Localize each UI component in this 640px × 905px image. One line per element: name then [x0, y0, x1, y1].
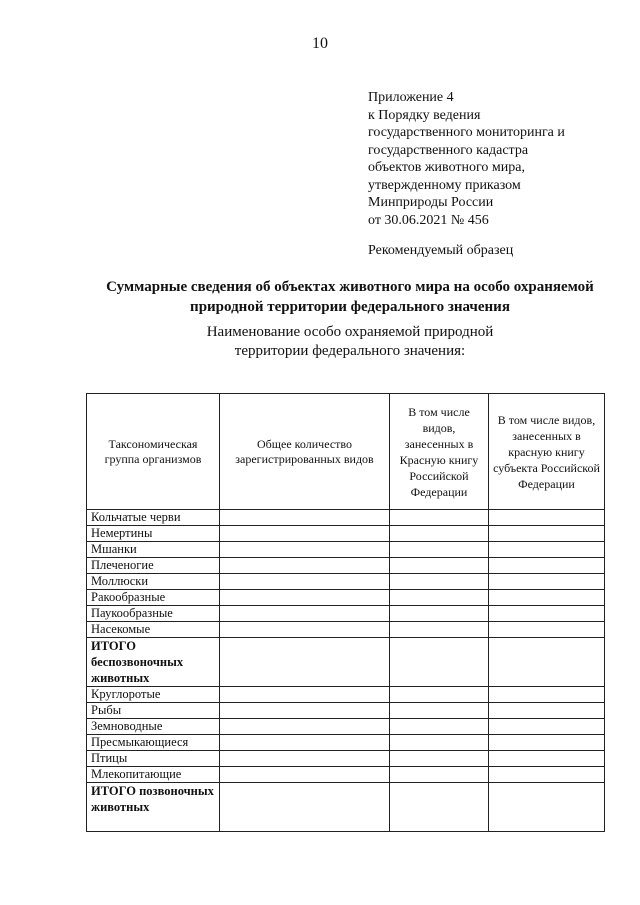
empty-value-cell[interactable] [220, 638, 390, 687]
empty-value-cell[interactable] [489, 767, 605, 783]
taxonomic-group-cell: Млекопитающие [87, 767, 220, 783]
empty-value-cell[interactable] [489, 719, 605, 735]
empty-value-cell[interactable] [489, 622, 605, 638]
empty-value-cell[interactable] [390, 767, 489, 783]
table-row [87, 558, 605, 574]
empty-value-cell[interactable] [489, 574, 605, 590]
empty-value-cell[interactable] [390, 735, 489, 751]
empty-value-cell[interactable] [489, 638, 605, 687]
table-row [87, 542, 605, 558]
empty-value-cell[interactable] [220, 622, 390, 638]
empty-value-cell[interactable] [220, 542, 390, 558]
total-row-label: ИТОГО беспозвоночных животных [87, 638, 220, 687]
taxonomic-group-cell: Пресмыкающиеся [87, 735, 220, 751]
empty-value-cell[interactable] [390, 719, 489, 735]
empty-value-cell[interactable] [390, 606, 489, 622]
taxonomic-group-cell: Моллюски [87, 574, 220, 590]
empty-value-cell[interactable] [390, 622, 489, 638]
taxonomic-group-cell: Земноводные [87, 719, 220, 735]
empty-value-cell[interactable] [220, 783, 390, 832]
appendix-line: объектов животного мира, [368, 160, 525, 175]
table-row [87, 783, 605, 832]
document-title [60, 277, 640, 317]
empty-value-cell[interactable] [390, 638, 489, 687]
empty-value-cell[interactable] [220, 735, 390, 751]
taxonomic-group-cell: Немертины [87, 526, 220, 542]
table-row [87, 622, 605, 638]
empty-value-cell[interactable] [489, 526, 605, 542]
empty-value-cell[interactable] [390, 703, 489, 719]
empty-value-cell[interactable] [220, 590, 390, 606]
empty-value-cell[interactable] [390, 542, 489, 558]
taxonomic-group-cell: Кольчатые черви [87, 510, 220, 526]
empty-value-cell[interactable] [220, 703, 390, 719]
table-row [87, 687, 605, 703]
page-number: 10 [312, 35, 328, 52]
empty-value-cell[interactable] [220, 574, 390, 590]
empty-value-cell[interactable] [489, 542, 605, 558]
table-row [87, 638, 605, 687]
table-row [87, 606, 605, 622]
empty-value-cell[interactable] [390, 590, 489, 606]
empty-value-cell[interactable] [489, 751, 605, 767]
taxonomic-group-cell: Плеченогие [87, 558, 220, 574]
table-row [87, 719, 605, 735]
empty-value-cell[interactable] [489, 606, 605, 622]
empty-value-cell[interactable] [390, 751, 489, 767]
table-row [87, 751, 605, 767]
table-header-row [87, 394, 605, 510]
empty-value-cell[interactable] [489, 783, 605, 832]
taxonomic-group-cell: Ракообразные [87, 590, 220, 606]
taxonomic-group-cell: Паукообразные [87, 606, 220, 622]
document-subtitle-line: территории федерального значения: [234, 343, 466, 359]
header-red-book-subject: В том числе видов, занесенных в красную книгу субъекта Российской Федерации [489, 394, 605, 510]
empty-value-cell[interactable] [220, 558, 390, 574]
empty-value-cell[interactable] [390, 558, 489, 574]
empty-value-cell[interactable] [220, 767, 390, 783]
document-subtitle [60, 323, 640, 361]
empty-value-cell[interactable] [390, 783, 489, 832]
empty-value-cell[interactable] [489, 687, 605, 703]
empty-value-cell[interactable] [489, 703, 605, 719]
header-red-book-rf: В том числе видов, занесенных в Красную книгу Российской Федерации [390, 394, 489, 510]
taxonomic-group-cell: Круглоротые [87, 687, 220, 703]
empty-value-cell[interactable] [489, 735, 605, 751]
empty-value-cell[interactable] [489, 558, 605, 574]
table-row [87, 767, 605, 783]
header-taxonomic-group: Таксономическая группа организмов [87, 394, 220, 510]
empty-value-cell[interactable] [220, 751, 390, 767]
empty-value-cell[interactable] [220, 606, 390, 622]
appendix-line: утвержденному приказом [368, 177, 521, 193]
document-subtitle-line: Наименование особо охраняемой природной [206, 324, 494, 340]
summary-table [86, 393, 605, 832]
empty-value-cell[interactable] [390, 526, 489, 542]
table-row [87, 590, 605, 606]
header-total-species: Общее количество зарегистрированных видов [220, 394, 390, 510]
sample-label: Рекомендуемый образец [368, 243, 514, 258]
appendix-block [368, 89, 628, 229]
empty-value-cell[interactable] [220, 719, 390, 735]
table-row [87, 703, 605, 719]
taxonomic-group-cell: Мшанки [87, 542, 220, 558]
empty-value-cell[interactable] [220, 687, 390, 703]
empty-value-cell[interactable] [220, 510, 390, 526]
empty-value-cell[interactable] [489, 590, 605, 606]
document-title-line: Суммарные сведения об объектах животного мира на особо охраняемой [106, 279, 594, 295]
taxonomic-group-cell: Птицы [87, 751, 220, 767]
empty-value-cell[interactable] [220, 526, 390, 542]
appendix-line: к Порядку ведения [368, 107, 481, 123]
document-title-line: природной территории федерального значения [190, 299, 510, 315]
empty-value-cell[interactable] [390, 687, 489, 703]
appendix-line: Приложение 4 [368, 90, 454, 105]
taxonomic-group-cell: Насекомые [87, 622, 220, 638]
table-row [87, 735, 605, 751]
total-row-label: ИТОГО позвоночных животных [87, 783, 220, 832]
appendix-line: государственного мониторинга и [368, 125, 565, 140]
table-row [87, 574, 605, 590]
taxonomic-group-cell: Рыбы [87, 703, 220, 719]
appendix-line: Минприроды России [368, 195, 494, 210]
empty-value-cell[interactable] [390, 510, 489, 526]
table-row [87, 510, 605, 526]
table-row [87, 526, 605, 542]
appendix-line: от 30.06.2021 № 456 [368, 212, 489, 228]
appendix-line: государственного кадастра [368, 142, 529, 158]
empty-value-cell[interactable] [390, 574, 489, 590]
empty-value-cell[interactable] [489, 510, 605, 526]
